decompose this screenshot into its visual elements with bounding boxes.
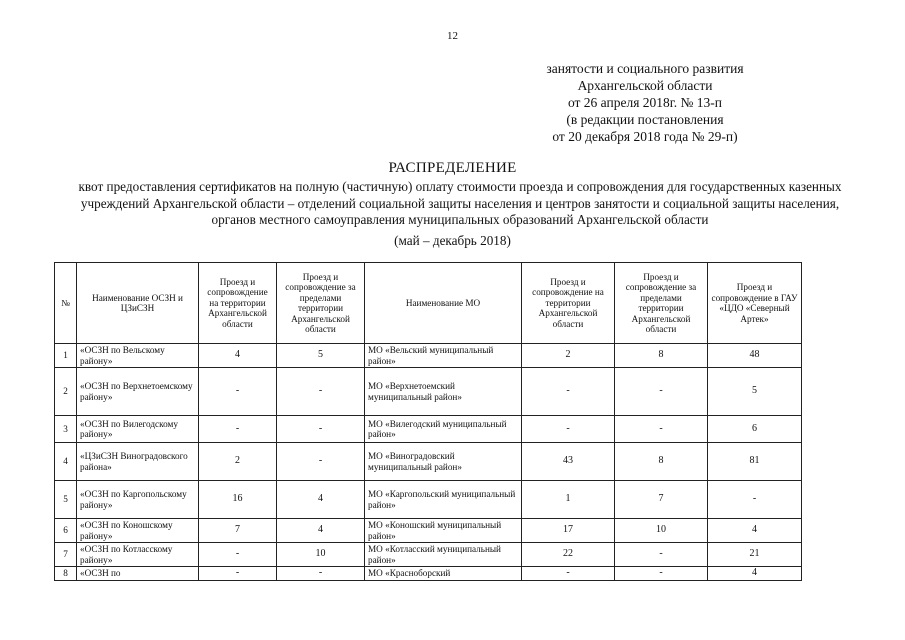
mo-name: МО «Каргопольский муниципальный район» <box>365 481 522 519</box>
oszn-name: «ОСЗН по Вилегодскому району» <box>77 416 199 443</box>
row-number: 6 <box>55 519 77 543</box>
header-line: от 26 апреля 2018г. № 13-п <box>567 95 723 110</box>
header-line: (в редакции постановления <box>566 112 724 127</box>
cell-value: - <box>199 543 277 567</box>
cell-value: - <box>277 368 365 416</box>
cell-value: 43 <box>522 443 615 481</box>
cell-value: - <box>615 368 708 416</box>
table-row <box>55 567 802 581</box>
table-header-row <box>55 263 802 344</box>
mo-name: МО «Вельский муниципальный район» <box>365 344 522 368</box>
cell-value: - <box>199 416 277 443</box>
cell-value: 4 <box>277 519 365 543</box>
oszn-name: «ОСЗН по Котласскому району» <box>77 543 199 567</box>
document-title: РАСПРЕДЕЛЕНИЕ <box>388 160 517 176</box>
oszn-name: «ОСЗН по Коношскому району» <box>77 519 199 543</box>
table-row <box>55 543 802 567</box>
header-line: от 20 декабря 2018 года № 29-п) <box>552 129 738 144</box>
cell-value: - <box>522 416 615 443</box>
cell-value: 2 <box>199 443 277 481</box>
header-line: занятости и социального развития <box>546 61 744 76</box>
cell-value: - <box>277 567 365 581</box>
cell-value: - <box>615 567 708 581</box>
row-number: 7 <box>55 543 77 567</box>
mo-name: МО «Верхнетоемский муниципальный район» <box>365 368 522 416</box>
quota-table <box>54 262 802 581</box>
cell-value: 8 <box>615 344 708 368</box>
cell-value: 4 <box>199 344 277 368</box>
cell-value: 4 <box>708 567 802 581</box>
document-subtitle: квот предоставления сертификатов на полную (частичную) оплату стоимости проезда и сопровождения для государственных казенных учреждений Архангельской области – отделений социальной защиты населения и центров занятости и социальной защиты населения, органов местного самоуправления муниципальных образований Архангельской области <box>78 179 842 227</box>
cell-value: 2 <box>522 344 615 368</box>
cell-value: 7 <box>199 519 277 543</box>
cell-value: 1 <box>522 481 615 519</box>
column-header: Проезд и сопровождение за пределами территории Архангельской области <box>615 263 708 344</box>
mo-name: МО «Вилегодский муниципальный район» <box>365 416 522 443</box>
oszn-name: «ОСЗН по Вельскому району» <box>77 344 199 368</box>
cell-value: 5 <box>708 368 802 416</box>
table-row <box>55 443 802 481</box>
oszn-name: «ЦЗиСЗН Виноградовского района» <box>77 443 199 481</box>
column-header: Проезд и сопровождение за пределами территории Архангельской области <box>277 263 365 344</box>
table-row <box>55 481 802 519</box>
table-row <box>55 344 802 368</box>
cell-value: 6 <box>708 416 802 443</box>
row-number: 4 <box>55 443 77 481</box>
mo-name: МО «Виноградовский муниципальный район» <box>365 443 522 481</box>
cell-value: 17 <box>522 519 615 543</box>
cell-value: 5 <box>277 344 365 368</box>
row-number: 1 <box>55 344 77 368</box>
cell-value: - <box>277 443 365 481</box>
row-number: 8 <box>55 567 77 581</box>
column-header: Наименование МО <box>365 263 522 344</box>
cell-value: 8 <box>615 443 708 481</box>
column-header: Проезд и сопровождение на территории Архангельской области <box>199 263 277 344</box>
mo-name: МО «Котласский муниципальный район» <box>365 543 522 567</box>
cell-value: 22 <box>522 543 615 567</box>
cell-value: - <box>199 368 277 416</box>
cell-value: 48 <box>708 344 802 368</box>
mo-name: МО «Красноборский <box>365 567 522 581</box>
table-row <box>55 416 802 443</box>
document-header <box>520 60 770 145</box>
cell-value: 10 <box>277 543 365 567</box>
cell-value: 16 <box>199 481 277 519</box>
column-header: № <box>55 263 77 344</box>
row-number: 3 <box>55 416 77 443</box>
column-header: Проезд и сопровождение в ГАУ «ЦДО «Северный Артек» <box>708 263 802 344</box>
cell-value: - <box>615 416 708 443</box>
column-header: Наименование ОСЗН и ЦЗиСЗН <box>77 263 199 344</box>
column-header: Проезд и сопровождение на территории Архангельской области <box>522 263 615 344</box>
mo-name: МО «Коношский муниципальный район» <box>365 519 522 543</box>
cell-value: - <box>522 368 615 416</box>
oszn-name: «ОСЗН по <box>77 567 199 581</box>
row-number: 2 <box>55 368 77 416</box>
row-number: 5 <box>55 481 77 519</box>
document-period: (май – декабрь 2018) <box>394 233 511 248</box>
cell-value: 4 <box>277 481 365 519</box>
cell-value: 4 <box>708 519 802 543</box>
table-row <box>55 368 802 416</box>
cell-value: - <box>615 543 708 567</box>
header-line: Архангельской области <box>577 78 713 93</box>
oszn-name: «ОСЗН по Каргопольскому району» <box>77 481 199 519</box>
cell-value: - <box>199 567 277 581</box>
page-number: 12 <box>447 30 458 42</box>
cell-value: - <box>277 416 365 443</box>
oszn-name: «ОСЗН по Верхнетоемскому району» <box>77 368 199 416</box>
cell-value: 21 <box>708 543 802 567</box>
cell-value: - <box>522 567 615 581</box>
cell-value: 81 <box>708 443 802 481</box>
cell-value: 10 <box>615 519 708 543</box>
table-row <box>55 519 802 543</box>
cell-value: 7 <box>615 481 708 519</box>
cell-value: - <box>708 481 802 519</box>
